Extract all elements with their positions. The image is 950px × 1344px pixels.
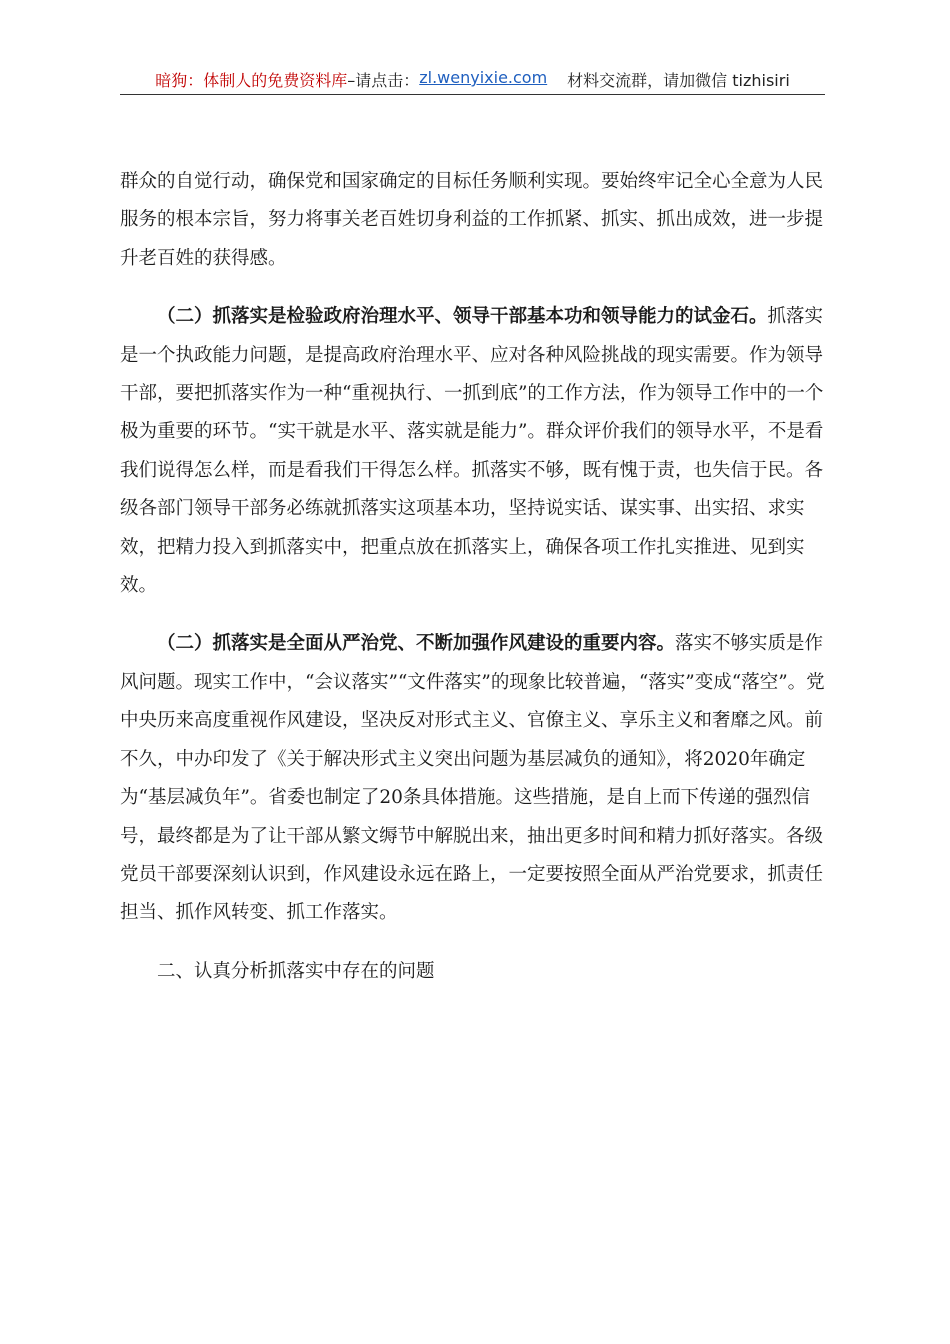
paragraph-1: 群众的自觉行动，确保党和国家确定的目标任务顺利实现。要始终牢记全心全意为人民服务的根本宗旨，努力将事关老百姓切身利益的工作抓紧、抓实、抓出成效，进一步提升老百姓的获得感。 [120,171,824,269]
document-body [120,163,828,991]
paragraph-3-body: 落实不够实质是作风问题。现实工作中，“会议落实”“文件落实”的现象比较普遍，“落实”变成“落空”。党中央历来高度重视作风建设，坚决反对形式主义、官僚主义、享乐主义和奢靡之风。前不久，中办印发了《关于解决形式主义突出问题为基层减负的通知》，将2020年确定为“基层减负年”。省委也制定了20条具体措施。这些措施，是自上而下传递的强烈信号，最终都是为了让干部从繁文缛节中解脱出来，抽出更多时间和精力抓好落实。各级党员干部要深刻认识到，作风建设永远在路上，一定要按照全面从严治党要求，抓责任担当、抓作风转变、抓工作落实。 [120,633,825,924]
header-link[interactable]: zl.wenyixie.com [419,68,548,87]
paragraph-3 [120,625,828,932]
section-title: 二、认真分析抓落实中存在的问题 [157,960,435,982]
paragraph-3-heading: （二）抓落实是全面从严治党、不断加强作风建设的重要内容。 [157,633,676,655]
paragraph-2 [120,298,828,605]
header-group-text: 材料交流群，请加微信 tizhisiri [567,71,790,90]
paragraph-2-heading: （二）抓落实是检验政府治理水平、领导干部基本功和领导能力的试金石。 [157,306,768,328]
paragraph-2-body: 抓落实是一个执政能力问题，是提高政府治理水平、应对各种风险挑战的现实需要。作为领导干部，要把抓落实作为一种“重视执行、一抓到底”的工作方法，作为领导工作中的一个极为重要的环节。“实干就是水平、落实就是能力”。群众评价我们的领导水平，不是看我们说得怎么样，而是看我们干得怎么样。抓落实不够，既有愧于责，也失信于民。各级各部门领导干部务必练就抓落实这项基本功，坚持说实话、谋实事、出实招、求实效，把精力投入到抓落实中，把重点放在抓落实上，确保各项工作扎实推进、见到实效。 [120,306,824,597]
header-click-prompt: –请点击： [347,71,420,90]
header-site-name: 暗狗：体制人的免费资料库 [155,71,348,90]
page-header [120,68,825,95]
